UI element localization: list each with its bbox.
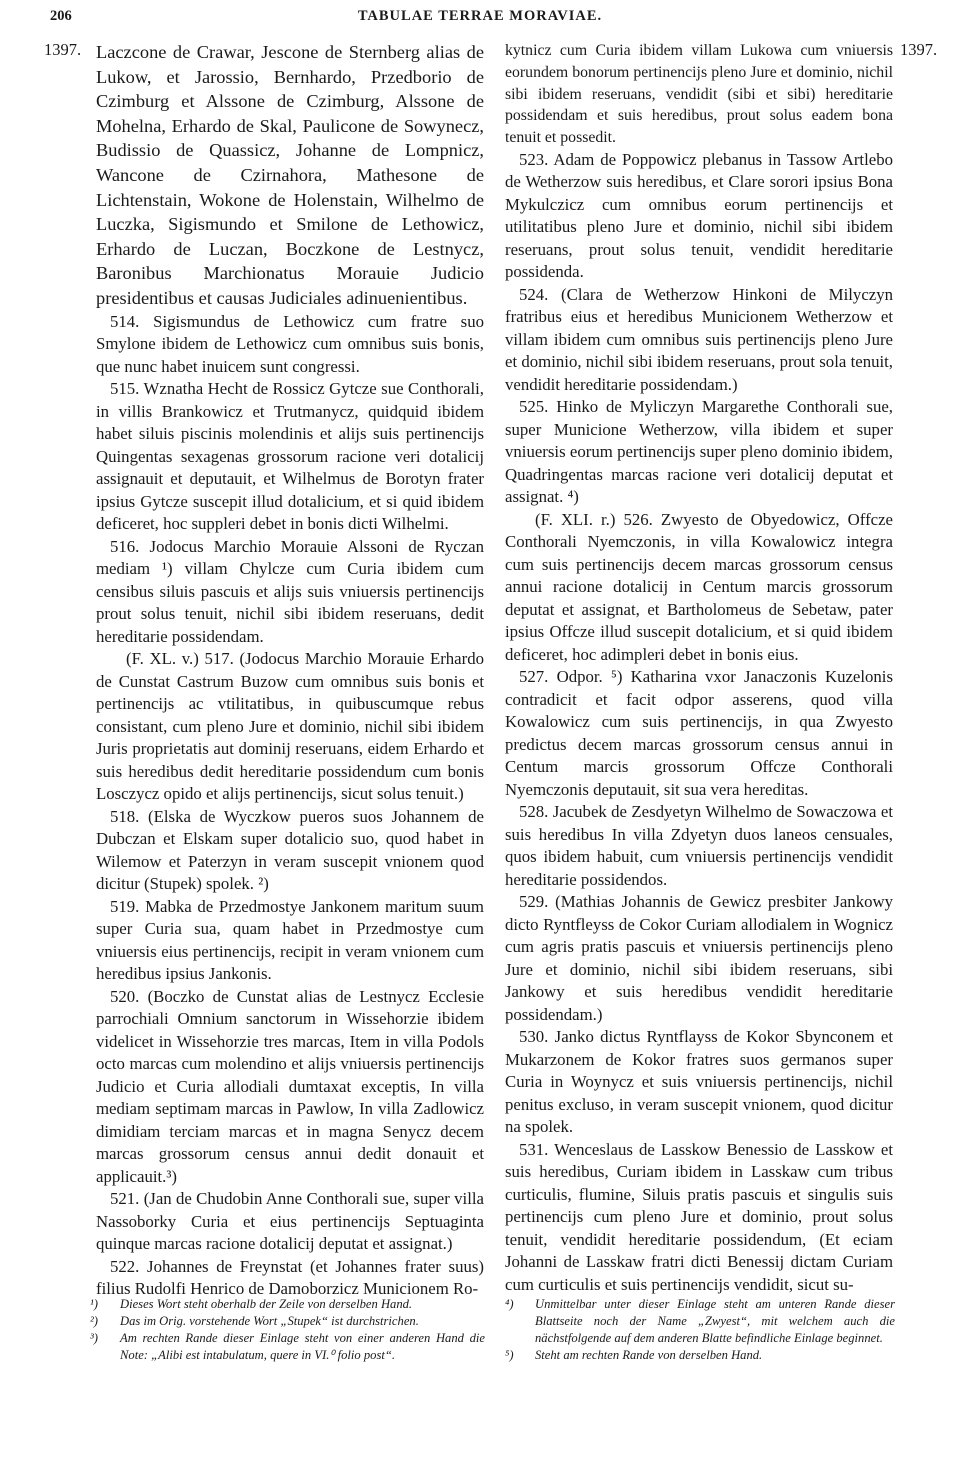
footnote-mark: ⁴) (505, 1297, 514, 1311)
entry-526: (F. XLI. r.) 526. Zwyesto de Obyedowicz, Offcze Conthorali Nyemczonis, in villa Kowalowicz integra cum suis pertinencijs decem marcas grossorum census annui racione dotalicij in Centum marcis grossorum deputat et assignat, et Bartholomeus de Sebetaw, pater ipsius Offcze illud suscepit dotalicium, et si quid ibidem deficeret, hoc adimpleri debet in bonis eius. (505, 509, 893, 664)
entry-522-continuation: kytnicz cum Curia ibidem villam Lukowa cum vniuersis eorundem bonorum pertinencijs pleno Jure et dominio, nichil sibi ibidem reseruans, vendidit (sibi et sibi) hereditarie possidendam et suis heredibus, prout solus eadem bona tenuit et possedit. (505, 42, 893, 147)
entry-529: 529. (Mathias Johannis de Gewicz presbiter Jankowy dicto Ryntfleyss de Cokor Curiam allodialem in Wognicz cum agris pratis pascuis et vniuersis pertinencijs pleno Jure et dominio, nichil sibi ibidem reseruans, sibi Jankowy et suis heredibus vendidit hereditarie possidendam.) (505, 892, 893, 1024)
page-header (0, 8, 960, 32)
footnote-text: Unmittelbar unter dieser Einlage steht am unteren Rande dieser Blattseite noch der Name „Zwyest“, mit welchem auch die nächstfolgende auf dem anderen Blatte befindliche Einlage beginnet. (535, 1297, 895, 1345)
footnote (90, 1330, 485, 1364)
footnote (505, 1347, 895, 1364)
entry-530: 530. Janko dictus Ryntflayss de Kokor Sbynconem et Mukarzonem de Kokor fratres suos germanos super Curia in Woynycz et suis vniuersis pertinencijs, nichil penitus excluso, in veram suscepit vnionem, quod dicitur na spolek. (505, 1027, 893, 1137)
entry-514: 514. Sigismundus de Lethowicz cum fratre suo Smylone ibidem de Lethowicz cum omnibus suis bonis, que nunc habet inuicem sunt congressi. (96, 311, 484, 376)
footnote-text: Am rechten Rande dieser Einlage steht von einer anderen Hand die Note: „Alibi est intabulatum, quere in VI.⁰ folio post“. (120, 1331, 485, 1362)
left-column (96, 40, 484, 1301)
entry-516: 516. Jodocus Marchio Morauie Alssoni de Ryczan mediam ¹) villam Chylcze cum Curia ibidem cum censibus siluis pascuis et alijs suis vniuersis pertinencijs prout solus tenuit, nichil sibi ibidem reseruans, dedit hereditarie possidendam. (96, 536, 484, 646)
entry-523: 523. Adam de Poppowicz plebanus in Tassow Artlebo de Wetherzow suis heredibus, et Clare sorori ipsius Bona Mykulczicz cum omnibus eorum pertinencijs et utilitatibus pleno Jure et dominio, nichil sibi ibidem reseruans, prout solus tenuit, vendidit hereditarie possidenda. (505, 149, 893, 282)
margin-year-left: 1397. (44, 40, 82, 59)
running-title: TABULAE TERRAE MORAVIAE. (357, 8, 603, 24)
entry-521: 521. (Jan de Chudobin Anne Conthorali sue, super villa Nassoborky Curia et eius pertinencijs Septuaginta quinque marcas racione dotalicij deputat et assignat.) (96, 1189, 484, 1254)
footnote (505, 1296, 895, 1347)
footnote (90, 1313, 485, 1330)
entry-continuation-513: Laczcone de Crawar, Jescone de Sternberg alias de Lukow, et Jarossio, Bernhardo, Przedborio de Czimburg et Alssone de Czimburg, Alssone de Mohelna, Erhardo de Skal, Paulicone de Sowynecz, Budissio de Quassicz, Johanne de Lompnicz, Wancone de Czirnahora, Mathesone de Lichtenstain, Wokone de Holenstain, Wilhelmo de Luczka, Sigismundo et Smilone de Lethowicz, Erhardo de Luczan, Boczkone de Lestnycz, Baronibus Marchionatus Morauie Judicio presidentibus et causas Judiciales adinuenientibus. (96, 42, 484, 308)
entry-522: 522. Johannes de Freynstat (et Johannes frater suus) filius Rudolfi Henrico de Damoborzicz Municionem Ro- (96, 1256, 484, 1299)
footnote-text: Steht am rechten Rande von derselben Hand. (535, 1348, 763, 1362)
entry-531: 531. Wenceslaus de Lasskow Benessio de Lasskow et suis heredibus, Curiam ibidem in Lasskaw cum tribus curticulis, flumine, Siluis pratis pascuis et singulis suis pertinencijs cum pleno Jure et dominio, prout solus tenuit, vendidit hereditarie possidendum, (Et eciam Johanni de Lasskaw fratri dicti Benessij dictam Curiam cum curticulis et suis pertinencijs vendidit, sicut su- (505, 1139, 893, 1294)
entry-515: 515. Wznatha Hecht de Rossicz Gytcze sue Conthorali, in villis Brankowicz et Trutmanycz, quidquid ibidem habet siluis piscinis molendinis et alijs suis pertinencijs Quingentas sexagenas grossorum racione veri dotalicij assignauit et deputauit, et Wilhelmus de Borotyn frater ipsius Gytcze suscepit illud dotalicium, et si quid ibidem deficeret, hoc suppleri debet in bonis dicti Wilhelmi. (96, 379, 484, 534)
entry-517: (F. XL. v.) 517. (Jodocus Marchio Morauie Erhardo de Cunstat Castrum Buzow cum omnibus suis bonis et pertinencijs ac vtilitatibus, in quibuscumque rebus consistant, cum pleno Jure et dominio, nichil sibi ibidem Juris proprietatis aut dominij reseruans, eidem Erhardo et suis heredibus dedit hereditarie possidendum cum bonis Losczycz opido et alijs pertinencijs, sicut solus tenuit.) (96, 649, 484, 804)
right-column (505, 40, 893, 1296)
margin-year-right: 1397. (900, 40, 938, 59)
footnotes-right (505, 1296, 895, 1364)
footnote-mark: ²) (90, 1314, 98, 1328)
footnote-text: Dieses Wort steht oberhalb der Zeile von derselben Hand. (120, 1297, 413, 1311)
entry-520: 520. (Boczko de Cunstat alias de Lestnycz Ecclesie parrochiali Omnium sanctorum in Wissehorzie ibidem videlicet in Wissehorzie tres marcas, Item in villa Podols octo marcas cum molendino et alijs vniuersis pertinencijs Judicio et Curia allodiali dumtaxat exceptis, In villa mediam septimam marcas in Pawlow, In villa Zadlowicz dimidiam terciam marcas et in magna Senycz decem marcas grossorum census annui dedit donauit et applicauit.³) (96, 986, 484, 1186)
footnote-mark: ¹) (90, 1297, 98, 1311)
footnote-mark: ⁵) (505, 1348, 514, 1362)
entry-525: 525. Hinko de Myliczyn Margarethe Conthorali sue, super Municione Wetherzow, villa ibidem et super vniuersis eorum pertinencijs super pleno dominio ibidem, Quadringentas marcas racione veri dotalicij deputat et assignat. ⁴) (505, 397, 893, 507)
footnote-text: Das im Orig. vorstehende Wort „Stupek“ ist durchstrichen. (120, 1314, 419, 1328)
footnote (90, 1296, 485, 1313)
entry-524: 524. (Clara de Wetherzow Hinkoni de Milyczyn fratribus eius et heredibus Municionem Wetherzow et villam ibidem cum omnibus suis pertinencijs pleno Jure et dominio, nichil sibi ibidem reseruans, prout sola tenuit, vendidit hereditarie possidendam.) (505, 284, 893, 394)
footnotes-left (90, 1296, 485, 1364)
page-number: 206 (50, 8, 72, 24)
entry-518: 518. (Elska de Wyczkow pueros suos Johannem de Dubczan et Elskam super dotalicio suo, quod habet in Wilemow et Paterzyn in veram suscepit vnionem quod dicitur (Stupek) spolek. ²) (96, 806, 484, 894)
entry-527: 527. Odpor. ⁵) Katharina vxor Janaczonis Kuzelonis contradicit et facit odpor asserens, quod villa Kowalowicz cum suis pertinencijs, in qua Zwyesto predictus decem marcas grossorum census annui in Centum marcis grossorum Offcze Conthorali Nyemczonis deputauit, sit sua vera hereditas. (505, 667, 893, 799)
entry-528: 528. Jacubek de Zesdyetyn Wilhelmo de Sowaczowa et suis heredibus In villa Zdyetyn duos laneos censuales, quos ibidem habuit, cum vniuersis pertinencijs vendidit hereditarie possidendos. (505, 802, 893, 889)
entry-519: 519. Mabka de Przedmostye Jankonem maritum suum super Curia sua, quam habet in Przedmostye cum vniuersis eius pertinencijs, recipit in veram vnionem cum heredibus ipsius Jankonis. (96, 896, 484, 984)
footnote-mark: ³) (90, 1331, 98, 1345)
